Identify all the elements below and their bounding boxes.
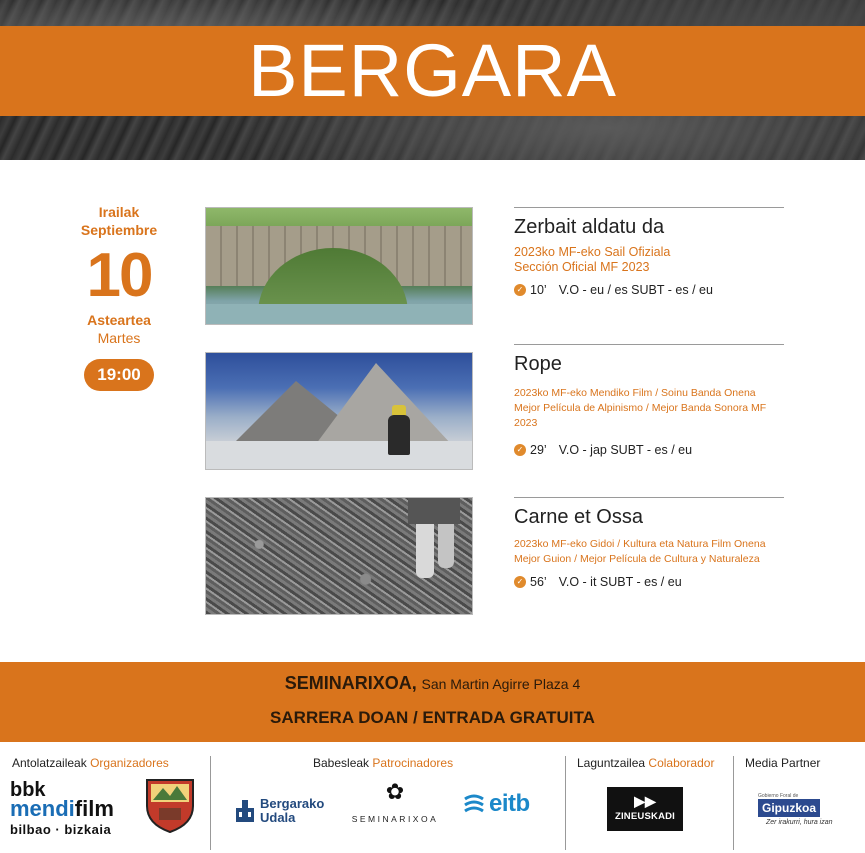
bergara-udala-logo (234, 797, 324, 825)
film-title: Rope (514, 353, 562, 375)
film-duration: 10’ (530, 283, 547, 297)
film-title: Carne et Ossa (514, 506, 643, 528)
udala-text: Udala (260, 810, 296, 825)
film-language: V.O - eu / es SUBT - es / eu (558, 283, 713, 297)
page-title: BERGARA (248, 29, 617, 112)
month-es: Septiembre (80, 222, 158, 238)
film-text: film (74, 796, 114, 821)
weekday-es: Martes (97, 330, 141, 346)
bilbao-bizkaia-text: bilbao · bizkaia (10, 822, 112, 837)
zineuskadi-logo (607, 787, 683, 831)
town-hall-icon (234, 798, 256, 824)
film-meta (514, 443, 784, 457)
film-meta (514, 575, 784, 589)
patrons-eu: Babesleak (313, 756, 370, 770)
date-block (60, 203, 178, 391)
runner-shorts (408, 498, 460, 524)
header-photo (0, 0, 865, 160)
film-duration: 56’ (530, 575, 547, 589)
bergarako-text: Bergarako (260, 796, 325, 811)
day-number: 10 (86, 241, 152, 310)
film-title: Zerbait aldatu da (514, 216, 665, 238)
seminarixoa-logo (345, 780, 445, 824)
collab-eu: Laguntzailea (577, 756, 646, 770)
river-water (206, 304, 473, 324)
film-info-3 (514, 497, 784, 589)
snow-field (206, 441, 473, 469)
divider (210, 756, 211, 850)
gipuzkoa-tagline: Zer irakurri, hura izan (766, 819, 833, 826)
zineuskadi-text: ZINEUSKADI (614, 811, 676, 822)
venue-band (0, 662, 865, 742)
bbk-text: bbk (10, 779, 46, 801)
patrons-heading (313, 756, 453, 770)
film-award-es: Mejor Guion / Mejor Película de Cultura y Naturaleza (514, 553, 760, 565)
mendi-text: mendi (10, 796, 75, 821)
seminarixoa-text: SEMINARIXOA (351, 814, 439, 824)
eitb-text: eitb (489, 790, 530, 817)
film-info-1 (514, 207, 784, 297)
divider (733, 756, 734, 850)
gipuzkoa-small-text: Gobierno Foral de (758, 793, 799, 799)
club-shield-icon (143, 776, 197, 834)
organizers-eu: Antolatzaileak (12, 756, 87, 770)
divider (514, 344, 784, 345)
divider (565, 756, 566, 850)
divider (514, 207, 784, 208)
gipuzkoa-text: Gipuzkoa (758, 799, 820, 817)
film-award-eu: 2023ko MF-eko Sail Ofiziala (514, 245, 671, 259)
clock-icon: ✓ (514, 284, 526, 296)
venue-line (0, 672, 865, 695)
film-image-rocks (205, 497, 473, 615)
mendi-film-text (10, 798, 140, 820)
bergara-udala-text (260, 797, 324, 825)
film-meta (514, 283, 784, 297)
film-award-es: Sección Oficial MF 2023 (514, 260, 650, 274)
climber (388, 415, 410, 455)
bbk-mendi-film-logo (10, 780, 140, 836)
film-image-mountain (205, 352, 473, 470)
organizers-heading (12, 756, 169, 770)
organizers-es: Organizadores (90, 756, 169, 770)
collab-es: Colaborador (648, 756, 715, 770)
weekday-eu: Asteartea (87, 312, 151, 328)
time-badge: 19:00 (84, 359, 154, 391)
free-entry: SARRERA DOAN / ENTRADA GRATUITA (270, 708, 595, 727)
film-language: V.O - jap SUBT - es / eu (558, 443, 693, 457)
month-eu: Irailak (98, 204, 140, 220)
collab-heading (577, 756, 714, 770)
gipuzkoa-logo (758, 793, 848, 826)
divider (514, 497, 784, 498)
eitb-wave-icon (461, 791, 487, 817)
clock-icon: ✓ (514, 576, 526, 588)
film-image-bridge (205, 207, 473, 325)
film-duration: 29’ (530, 443, 547, 457)
patrons-es: Patrocinadores (372, 756, 454, 770)
venue-address: San Martin Agirre Plaza 4 (421, 676, 581, 692)
venue-name: SEMINARIXOA, (284, 673, 417, 693)
title-band (0, 26, 865, 116)
flower-icon: ✿ (385, 779, 405, 804)
film-award-eu: 2023ko MF-eko Gidoi / Kultura eta Natura Film Onena (514, 538, 766, 550)
eitb-logo (461, 790, 530, 818)
media-heading: Media Partner (745, 756, 821, 770)
film-info-2 (514, 344, 784, 457)
clock-icon: ✓ (514, 444, 526, 456)
fast-forward-icon: ▶▶ (634, 793, 656, 809)
film-award-eu: 2023ko MF-eko Mendiko Film / Soinu Banda Onena (514, 387, 756, 399)
film-award-es: Mejor Película de Alpinismo / Mejor Banda Sonora MF 2023 (514, 402, 767, 429)
film-language: V.O - it SUBT - es / eu (558, 575, 682, 589)
